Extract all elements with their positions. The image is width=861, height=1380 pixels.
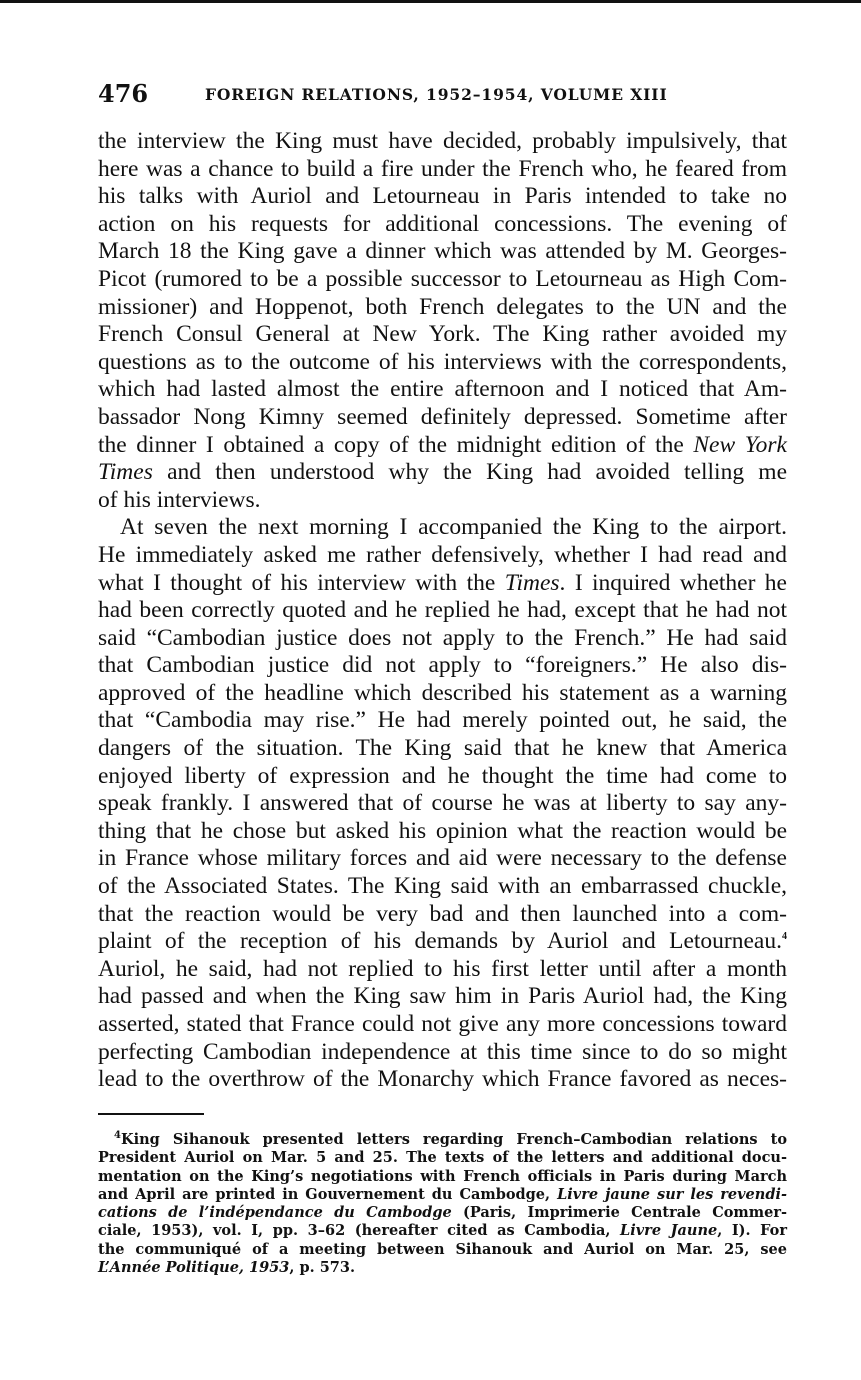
newspaper-title: Times [504,569,560,596]
body-line: of his interviews. [98,486,261,513]
body-line: of the Associated States. The King said with an embarrassed chuckle, [98,873,787,900]
body-line: March 18 the King gave a dinner which was attended by M. Georges- [98,238,787,265]
footnote-line-text: ciale, 1953), vol. I, pp. 3–62 (hereafter cited as Cambodia, [98,1222,621,1240]
footnote-line [98,1186,787,1204]
top-border-rule [0,0,861,3]
body-line [98,432,787,460]
body-line: thing that he chose but asked his opinion what the reaction would be [98,817,787,844]
footnote-line-text: President Auriol on Mar. 5 and 25. The texts of the letters and additional docu- [98,1149,787,1167]
body-line: perfecting Cambodian independence at this time since to do so might [98,1038,787,1065]
body-line: Picot (rumored to be a possible successor to Letourneau as High Com- [98,265,787,292]
footnote-reference: 4 [782,931,787,943]
body-line: French Consul General at New York. The King rather avoided my [98,321,787,348]
book-title: Livre jaune sur les revendi- [557,1185,787,1203]
footnote-line [98,1168,787,1186]
body-line: said “Cambodian justice does not apply to the French.” He had said [98,624,787,651]
book-title: Livre Jaune [620,1222,718,1240]
book-title: cations de l’indépendance du Cambodge [98,1204,452,1222]
body-line-text: what I thought of his interview with the [98,569,505,596]
body-line: which had lasted almost the entire afternoon and I noticed that Am- [98,376,787,403]
footnote-line-text: , p. 573. [289,1259,356,1277]
body-line: He immediately asked me rather defensively, whether I had read and [98,541,787,568]
body-line [98,459,787,487]
body-text [98,128,787,1094]
body-line: At seven the next morning I accompanied the King to the airport. [120,514,787,541]
body-line: had passed and when the King saw him in Paris Auriol had, the King [98,983,787,1010]
footnote-marker: 4 [114,1130,121,1142]
footnote-line [98,1149,787,1167]
page-number: 476 [98,79,149,108]
body-line: that Cambodian justice did not apply to “foreigners.” He also dis- [98,652,787,679]
book-title: L’Année Politique, 1953 [98,1259,290,1277]
running-title: FOREIGN RELATIONS, 1952–1954, VOLUME XIII [205,85,668,104]
body-line-text: . I inquired whether he [559,569,787,596]
footnote-divider [98,1113,204,1115]
body-line-text: and then understood why the King had avoided telling me [152,459,787,486]
footnote [98,1131,787,1277]
body-line: questions as to the outcome of his interviews with the correspondents, [98,348,787,375]
footnote-line-text: King Sihanouk presented letters regarding French–Cambodian relations to [120,1131,787,1148]
footnote-line [98,1131,787,1149]
body-line: here was a chance to build a fire under the French who, he feared from [98,155,787,182]
body-line [98,928,787,956]
footnote-line-text: and April are printed in Gouvernement du Cambodge, [98,1185,558,1203]
body-line: had been correctly quoted and he replied he had, except that he had not [98,597,787,624]
body-line: in France whose military forces and aid were necessary to the defense [98,845,787,872]
body-line: the interview the King must have decided, probably impulsively, that [98,128,787,154]
body-line: dangers of the situation. The King said that he knew that America [98,735,787,762]
body-line: approved of the headline which described his statement as a warning [98,679,787,706]
newspaper-title: Times [98,459,153,486]
body-line: asserted, stated that France could not give any more concessions toward [98,1011,787,1037]
footnote-line-text: the communiqué of a meeting between Sihanouk and Auriol on Mar. 25, see [98,1240,787,1258]
body-line: enjoyed liberty of expression and he thought the time had come to [98,762,787,789]
body-line: missioner) and Hoppenot, both French delegates to the UN and the [98,293,787,320]
footnote-line [98,1241,787,1259]
body-line-text: the dinner I obtained a copy of the midnight edition of the [98,431,694,458]
footnote-line-text: , I). For [717,1222,787,1240]
page-header [98,80,788,110]
body-line: Auriol, he said, had not replied to his first letter until after a month [98,955,787,982]
body-line: bassador Nong Kimny seemed definitely depressed. Sometime after [98,403,787,430]
footnote-line-text: mentation on the King’s negotiations with French officials in Paris during March [98,1167,787,1185]
body-line: that “Cambodia may rise.” He had merely pointed out, he said, the [98,707,787,734]
footnote-line [98,1259,787,1277]
footnote-line [98,1222,787,1240]
body-line: lead to the overthrow of the Monarchy which France favored as neces- [98,1066,787,1093]
body-line: that the reaction would be very bad and then launched into a com- [98,900,787,927]
newspaper-title: New York [693,431,787,458]
body-line: speak frankly. I answered that of course he was at liberty to say any- [98,790,787,817]
body-line [98,570,787,598]
body-line-text: plaint of the reception of his demands by Auriol and Letourneau. [98,928,782,955]
footnote-line-text: (Paris, Imprimerie Centrale Commer- [451,1204,787,1222]
footnote-line [98,1204,787,1222]
body-line: action on his requests for additional concessions. The evening of [98,210,787,237]
body-line: his talks with Auriol and Letourneau in Paris intended to take no [98,183,787,210]
